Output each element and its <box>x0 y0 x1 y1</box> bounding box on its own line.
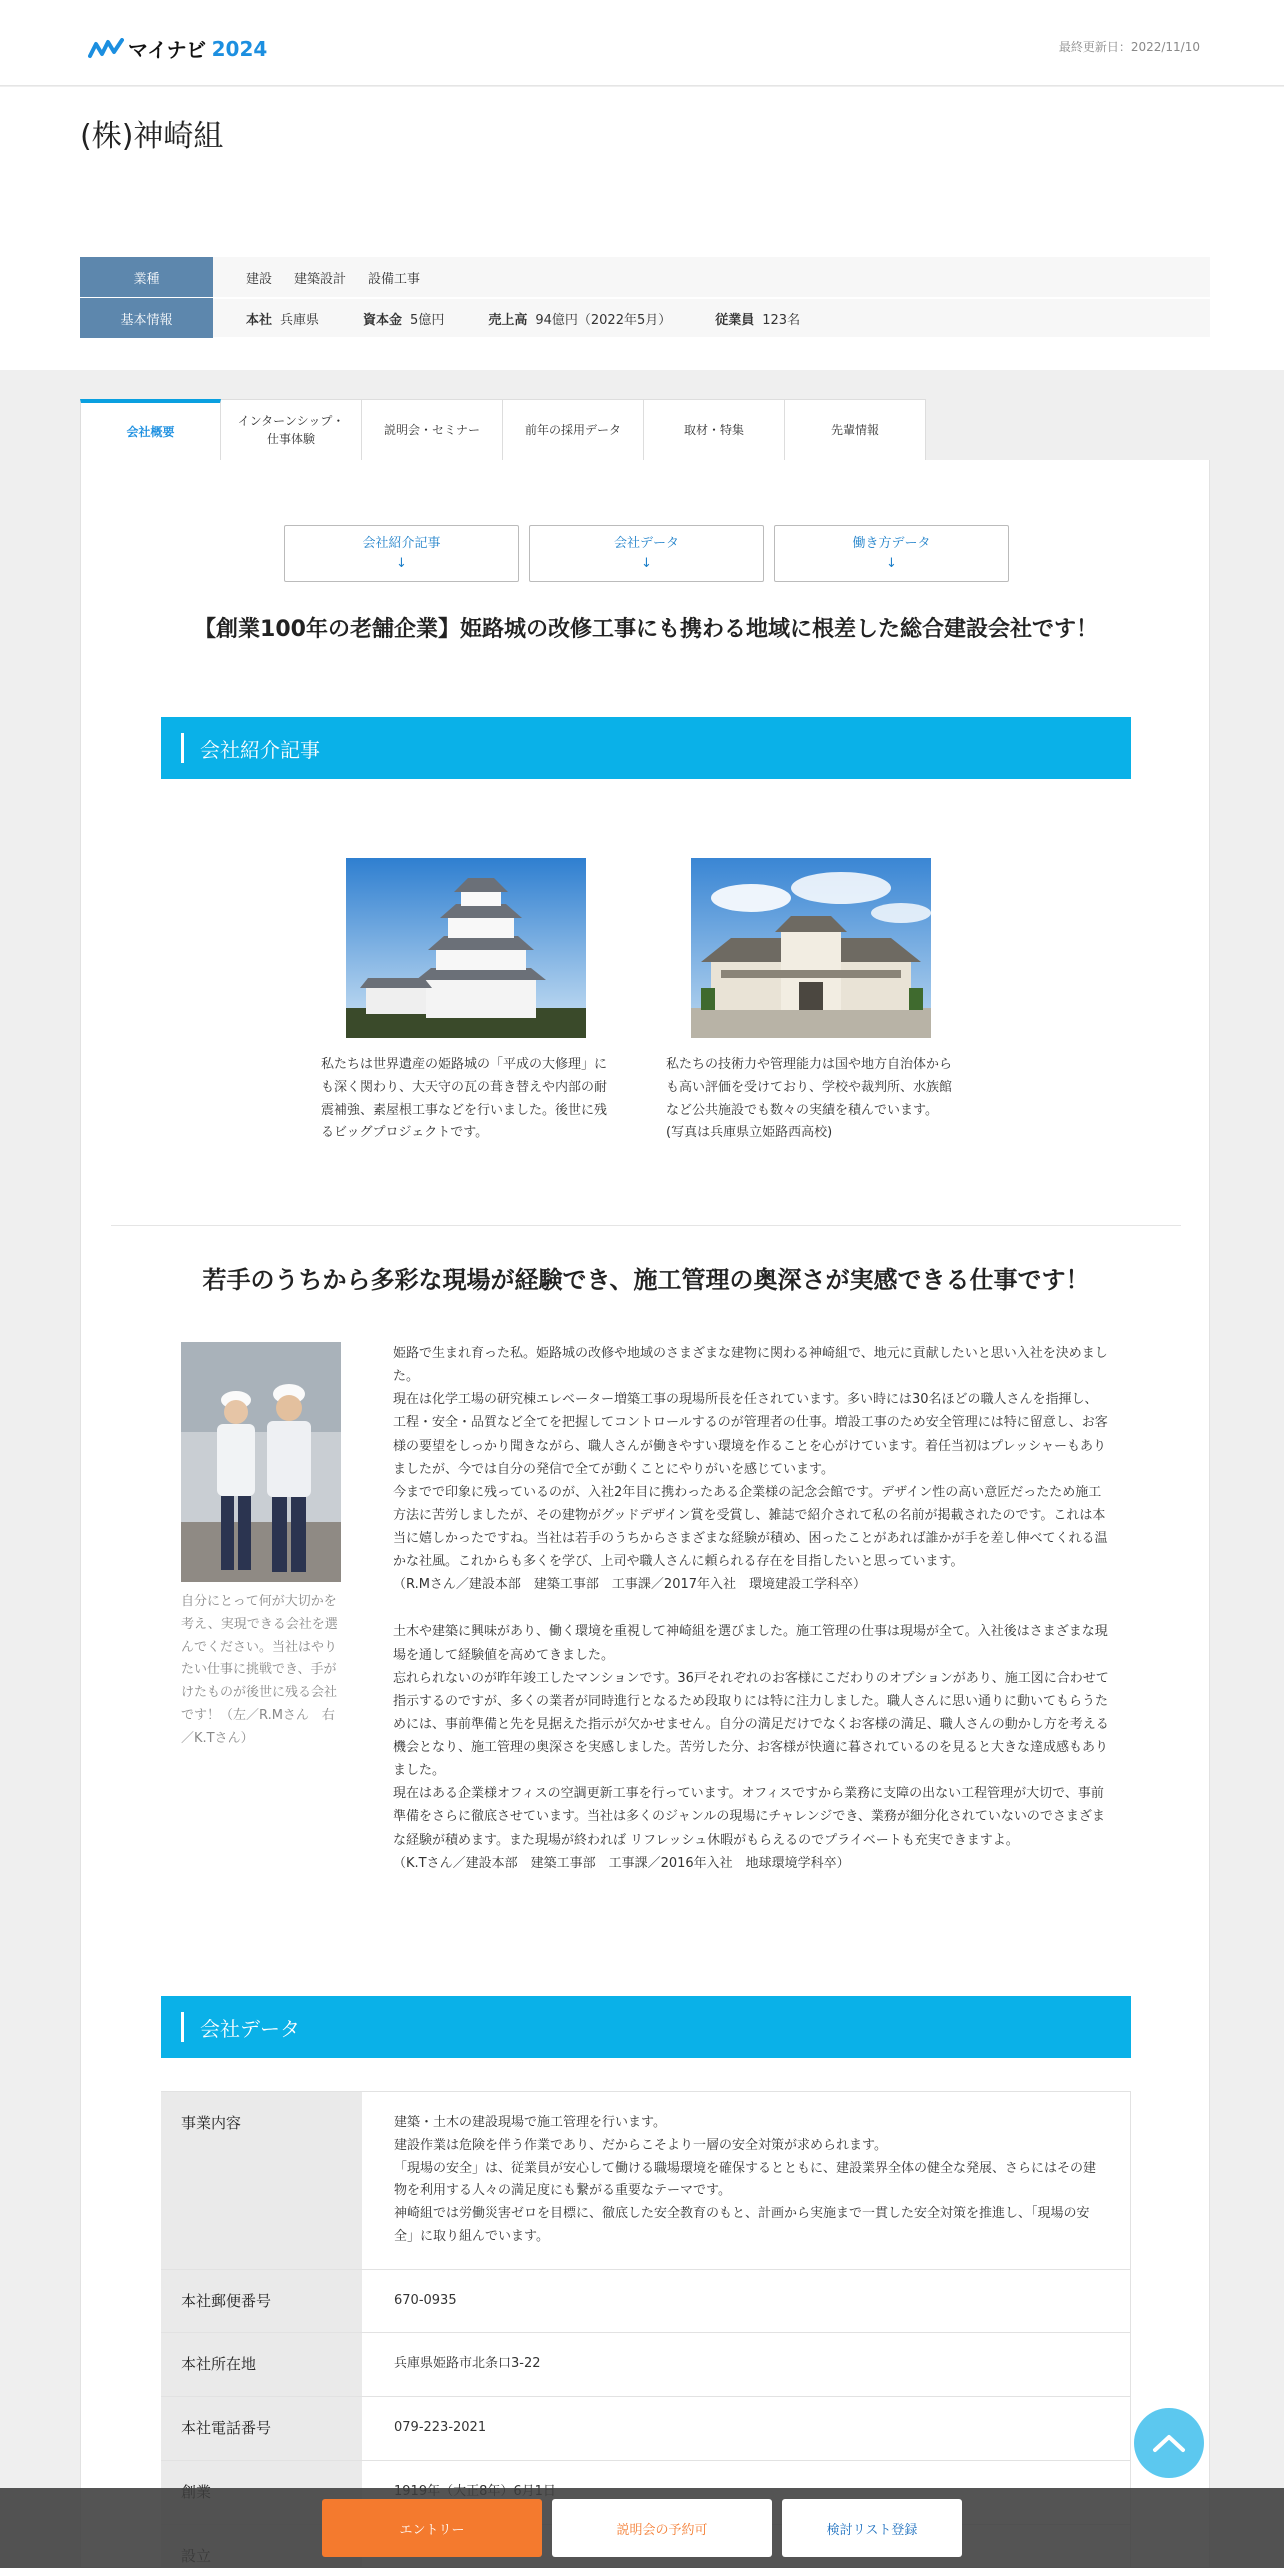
article-paragraph: 忘れられないのが昨年竣工したマンションです。36戸それぞれのお客様にこだわりのオプションがあり、施工図に合わせて指示するのですが、多くの業者が同時進行となるため段取りには特に注力しました。職人さんに思い通りに動いてもらうためには、事前準備と先を見据えた指示が欠かせません。自分の満足だけでなくお客様の満足、職人さんの動かし方を考える機会となり、施工管理の奥深さを実感しました。苦労した分、お客様が快適に暮されているのを見ると大きな達成感もありました。 <box>393 1670 1109 1779</box>
seminar-reservation-button[interactable]: 説明会の予約可 <box>552 2499 772 2557</box>
article-paragraph: 現在は化学工場の研究棟エレベーター増築工事の現場所長を任されています。多い時には30名ほどの職人さんを指揮し、工程・安全・品質など全てを把握してコントロールするのが管理者の仕事。増設工事のため安全管理には特に留意し、お客様の要望をしっかり聞きながら、職人さんが働きやすい環境を作ることを心がけています。着任当初はプレッシャーもありましたが、今では自分の発信で全てが動くことにやりがいを感じています。 <box>393 1392 1108 1477</box>
article-paragraph: 土木や建築に興味があり、働く環境を重視して神崎組を選びました。施工管理の仕事は現場が全て。入社後はさまざまな現場を通して経験値を高めてきました。 <box>393 1624 1108 1663</box>
section-header-intro <box>161 717 1131 779</box>
castle-photo <box>346 858 586 1038</box>
logo-year: 2024 <box>211 36 268 61</box>
table-row-value: 兵庫県姫路市北条口3-22 <box>394 2356 541 2372</box>
article-paragraph: 姫路で生まれ育った私。姫路城の改修や地域のさまざまな建物に関わる神崎組で、地元に貢献したいと思い入社を決めました。 <box>393 1346 1108 1385</box>
table-row-label: 事業内容 <box>161 2092 362 2269</box>
arrow-down-icon: ↓ <box>641 555 652 571</box>
site-logo[interactable] <box>88 34 267 63</box>
business-line: 「現場の安全」は、従業員が安心して働ける職場環境を確保するとともに、建設業界全体の健全な発展、さらにはその建物を利用する人々の満足度にも繋がる重要なテーマです。 <box>394 2160 1097 2199</box>
capital-info <box>363 309 444 328</box>
employees-photo-caption: 自分にとって何が大切かを考え、実現できる会社を選んでください。当社はやりたい仕事に挑戦でき、手がけたものが後世に残る会社です！（左／R.Mさん 右／K.Tさん） <box>181 1594 338 1746</box>
industry-item[interactable]: 設備工事 <box>368 271 421 287</box>
spacer <box>393 1596 1109 1620</box>
article-attribution: （R.Mさん／建設本部 建築工事部 工事課／2017年入社 環境建設工学科卒） <box>393 1577 867 1593</box>
tab-features[interactable]: 取材・特集 <box>644 399 785 461</box>
industry-row <box>80 257 1210 297</box>
table-row <box>161 2333 1131 2397</box>
company-info-table <box>80 257 1210 337</box>
basic-info-label: 基本情報 <box>80 298 213 338</box>
employees-photo <box>181 1342 341 1582</box>
table-row-label: 本社郵便番号 <box>161 2270 362 2333</box>
article-paragraph: 現在はある企業様オフィスの空調更新工事を行っています。オフィスですから業務に支障の出ない工程管理が大切で、事前準備をさらに徹底させています。当社は多くのジャンルの現場にチャレンジでき、業務が細分化されていないのでさまざまな経験が積めます。また現場が終われば リフレッシュ休暇がもらえるのでプライベートも充実できますよ。 <box>393 1786 1105 1848</box>
table-row-value <box>362 2092 1130 2269</box>
article-paragraph: 今までで印象に残っているのが、入社2年目に携わったある企業様の記念会館です。デザイン性の高い意匠だったため施工方法に苦労しましたが、その建物がグッドデザイン賞を受賞し、雑誌で紹介されて私の名前が掲載されたのです。これは本当に嬉しかったですね。当社は若手のうちからさまざまな経験が積め、困ったことがあれば誰かが手を差し伸べてくれる温かな社風。これからも多くを学び、上司や職人さんに頼られる存在を目指したいと思っています。 <box>393 1484 1108 1570</box>
arrow-down-icon: ↓ <box>886 555 897 571</box>
section-header-company-data <box>161 1996 1131 2058</box>
anchor-company-data-button[interactable] <box>529 525 764 582</box>
company-name: (株)神崎組 <box>80 119 224 154</box>
industry-label: 業種 <box>80 257 213 297</box>
table-row <box>161 2092 1131 2270</box>
entry-button[interactable]: エントリー <box>322 2499 542 2557</box>
anchor-label: 会社データ <box>613 536 679 551</box>
table-row <box>161 2397 1131 2461</box>
anchor-work-style-button[interactable] <box>774 525 1009 582</box>
employees-value: 123名 <box>762 312 801 328</box>
photo-card-school <box>666 858 956 1145</box>
table-row-value: 079-223-2021 <box>394 2420 487 2435</box>
anchor-buttons <box>284 525 1009 582</box>
photo-card-castle <box>321 858 611 1145</box>
site-header <box>0 0 1284 86</box>
anchor-company-intro-button[interactable] <box>284 525 519 582</box>
hq-value: 兵庫県 <box>280 312 320 328</box>
intro-photos <box>321 858 956 1145</box>
interview-article <box>393 1342 1109 1875</box>
scroll-to-top-button[interactable] <box>1134 2408 1204 2478</box>
add-to-list-button[interactable]: 検討リスト登録 <box>782 2499 962 2557</box>
logo-text: マイナビ <box>128 38 206 62</box>
last-updated: 最終更新日：2022/11/10 <box>1058 40 1200 54</box>
industry-values <box>213 268 442 287</box>
hq-label: 本社 <box>246 312 273 328</box>
section-divider <box>111 1225 1181 1226</box>
industry-item[interactable]: 建設 <box>246 271 273 287</box>
tab-company-overview[interactable]: 会社概要 <box>80 399 221 461</box>
tab-seminar[interactable]: 説明会・セミナー <box>362 399 503 461</box>
business-line: 建設作業は危険を伴う作業であり、だからこそより一層の安全対策が求められます。 <box>394 2137 887 2153</box>
tab-internship[interactable]: インターンシップ・ 仕事体験 <box>221 399 362 461</box>
industry-item[interactable]: 建築設計 <box>294 271 347 287</box>
main-content <box>80 460 1210 2568</box>
capital-value: 5億円 <box>410 312 445 328</box>
section-accent <box>181 2012 184 2042</box>
sales-value: 94億円（2022年5月） <box>535 312 672 328</box>
sales-label: 売上高 <box>488 312 528 328</box>
article-attribution: （K.Tさん／建設本部 建築工事部 工事課／2016年入社 地球環境学科卒） <box>393 1855 850 1871</box>
chevron-up-icon <box>1152 2433 1186 2453</box>
tab-senior-info[interactable]: 先輩情報 <box>785 399 926 461</box>
employees-label: 従業員 <box>715 312 755 328</box>
basic-info-values <box>213 309 844 328</box>
hq-info <box>246 309 319 328</box>
photo-caption: 私たちの技術力や管理能力は国や地方自治体からも高い評価を受けており、学校や裁判所、水族館など公共施設でも数々の実績を積んでいます。(写真は兵庫県立姫路西高校) <box>666 1057 953 1141</box>
interview-headline: 若手のうちから多彩な現場が経験でき、施工管理の奥深さが実感できる仕事です！ <box>202 1266 1090 1294</box>
anchor-label: 働き方データ <box>852 536 931 551</box>
sales-info <box>488 309 671 328</box>
section-accent <box>181 733 184 763</box>
table-row-label: 本社所在地 <box>161 2333 362 2396</box>
table-row-value: 670-0935 <box>394 2292 457 2308</box>
school-photo <box>691 858 931 1038</box>
tab-recruitment-data[interactable]: 前年の採用データ <box>503 399 644 461</box>
anchor-label: 会社紹介記事 <box>362 536 441 551</box>
capital-label: 資本金 <box>363 312 403 328</box>
table-row <box>161 2270 1131 2334</box>
photo-caption: 私たちは世界遺産の姫路城の「平成の大修理」にも深く関わり、大天守の瓦の葺き替えや内部の耐震補強、素屋根工事などを行いました。後世に残るビッグプロジェクトです。 <box>321 1057 608 1141</box>
section-title: 会社紹介記事 <box>200 737 320 762</box>
bottom-action-bar <box>0 2488 1284 2568</box>
section-title: 会社データ <box>200 2016 300 2041</box>
arrow-down-icon: ↓ <box>396 555 407 571</box>
basic-info-row <box>80 297 1210 337</box>
employees-info <box>715 309 800 328</box>
company-catchphrase: 【創業100年の老舗企業】姫路城の改修工事にも携わる地域に根差した総合建設会社です！ <box>194 617 1098 642</box>
table-row-label: 本社電話番号 <box>161 2397 362 2460</box>
company-tabs <box>80 399 926 461</box>
logo-mark-icon <box>88 38 124 60</box>
business-line: 神崎組では労働災害ゼロを目標に、徹底した安全教育のもと、計画から実施まで一貫した安全対策を推進し、「現場の安全」に取り組んでいます。 <box>394 2206 1090 2244</box>
company-header <box>0 87 1284 370</box>
business-line: 建築・土木の建設現場で施工管理を行います。 <box>394 2115 666 2130</box>
